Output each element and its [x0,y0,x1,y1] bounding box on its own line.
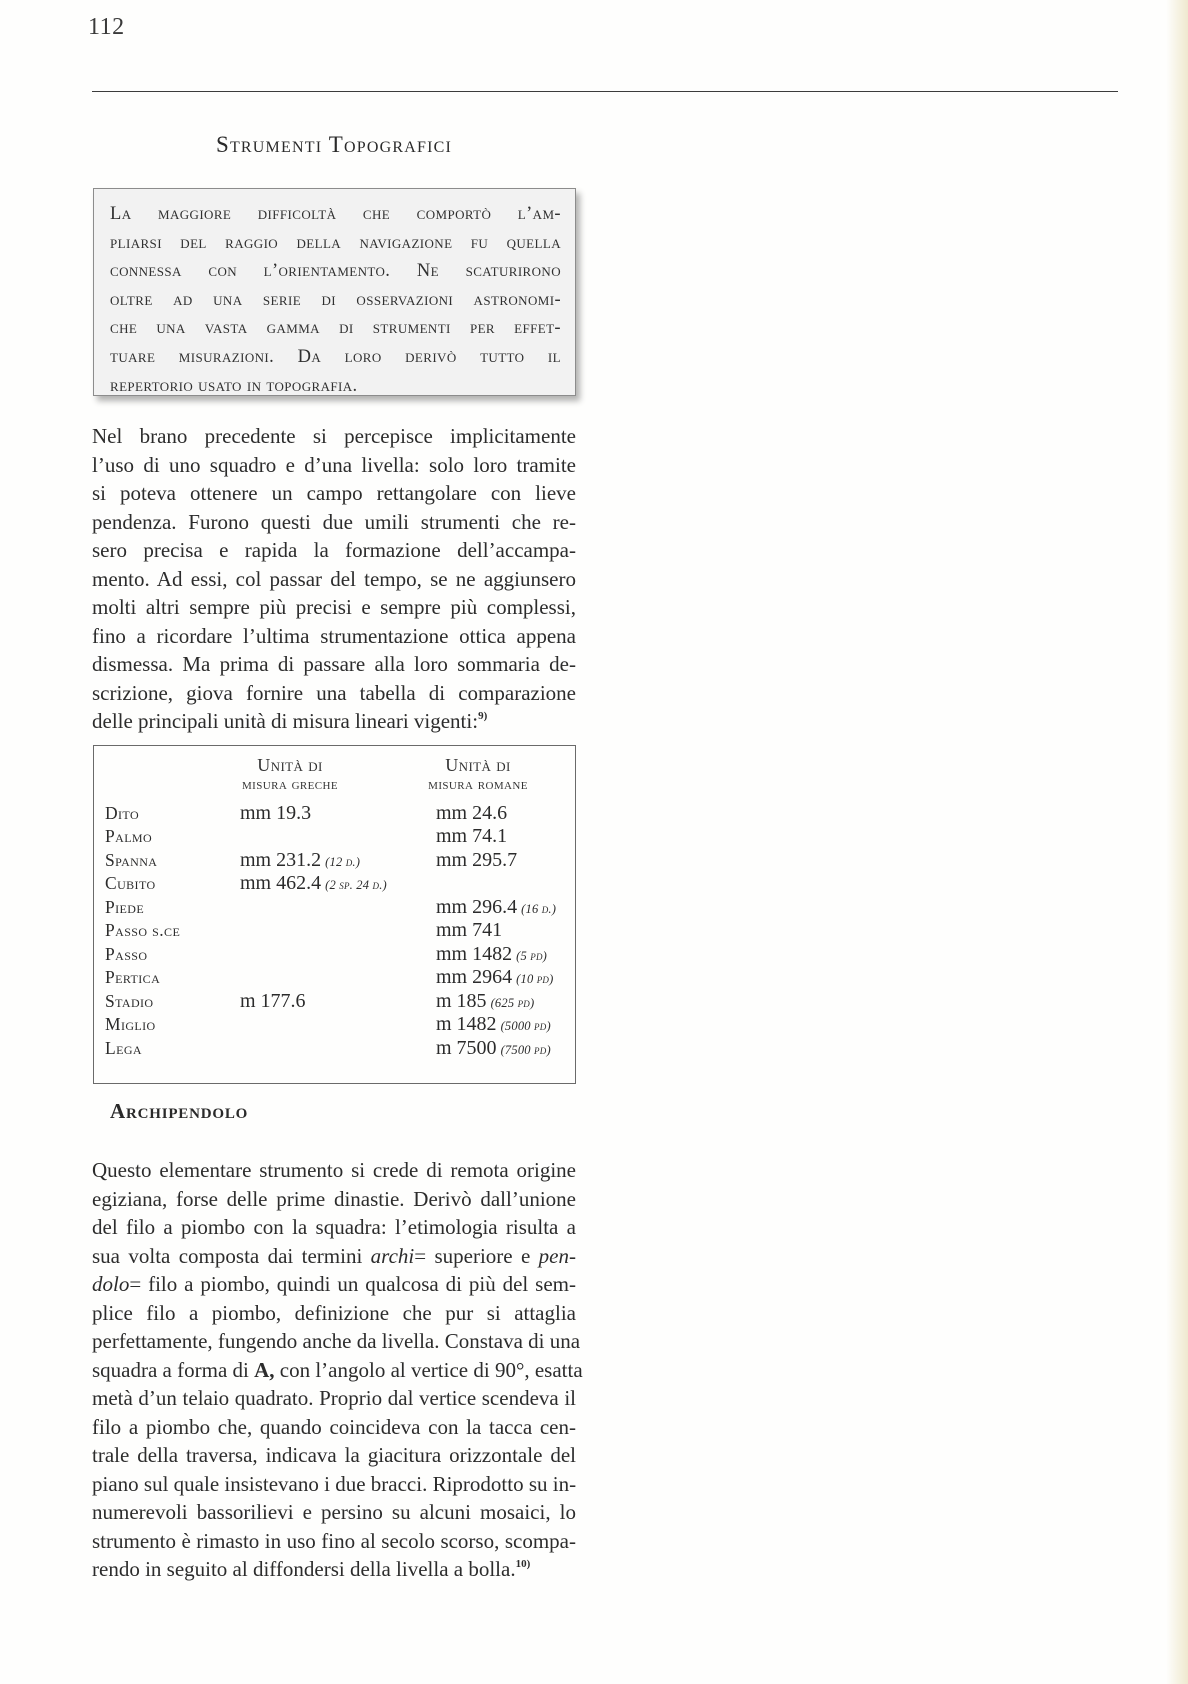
paragraph-line [92,707,576,736]
text-run: pendenza. Furono questi due umili strumenti che re- [92,509,576,534]
paragraph-line [92,536,576,565]
paragraph-line [92,1270,576,1299]
archipendolo-paragraph [92,1156,583,1584]
greek-measure: mm 462.4 [240,872,322,894]
bold-letter: A, [254,1357,275,1382]
text-run: mento. Ad essi, col passar del tempo, se ne aggiunsero [92,566,576,591]
table-row [94,824,576,848]
footnote-marker: 9) [478,710,488,722]
paragraph-line [92,479,576,508]
roman-measure: m 1482 [436,1013,497,1035]
unit-name: Passo s.ce [105,920,181,940]
text-run: perfettamente, fungendo anche da livella. Constava di una [92,1329,581,1353]
text-run: dismessa. Ma prima di passare alla loro sommaria de- [92,652,576,676]
abstract-line: tuare misurazioni. Da loro derivò tutto il [110,346,561,367]
roman-value [436,1036,551,1062]
paragraph-line [92,451,576,480]
text-run: l’uso di uno squadro e d’una livella: solo loro tramite [92,452,576,477]
roman-header-line: misura romane [428,776,528,793]
table-row [94,989,576,1013]
roman-value [436,801,507,825]
footnote-marker: 10) [515,1558,531,1570]
text-run: delle principali unità di misura lineari vigenti: [92,709,479,733]
roman-measure: mm 2964 [436,966,513,988]
paragraph-line [92,1527,576,1556]
italic-term: dolo [92,1272,130,1296]
table-row [94,895,576,919]
roman-value [436,965,553,991]
section-title: Strumenti Topografici [215,132,453,157]
text-run: piano sul quale insistevano i due bracci. Riprodotto su in- [92,1471,577,1496]
paragraph-line [92,1299,576,1328]
paragraph-line [92,1470,576,1499]
paragraph-line [92,1185,576,1214]
table-row [94,848,576,872]
text-run: con l’angolo al vertice di 90°, esatta [274,1357,583,1382]
text-run: filo a piombo che, quando coincideva con la tacca cen- [92,1414,576,1439]
text-run: scrizione, giova fornire una tabella di comparazione [92,680,576,705]
roman-measure: mm 296.4 [436,896,518,918]
table-row [94,942,576,966]
unit-name: Piede [105,897,145,917]
intro-paragraph [92,422,576,736]
text-run: Nel brano precedente si percepisce implicitamente [92,424,576,448]
roman-value [436,1012,551,1038]
paragraph-line [92,1213,576,1242]
table-row [94,801,576,825]
paragraph-line [92,1498,576,1527]
table-row [94,965,576,989]
roman-measure: mm 741 [436,919,503,941]
paragraph-line [92,1555,576,1584]
subsection-title: Archipendolo [110,1099,249,1123]
greek-value [240,871,387,897]
abstract-line: connessa con l’orientamento. Ne scaturirono [110,261,561,282]
text-run: del filo a piombo con la squadra: l’etimologia risulta a [92,1215,576,1239]
text-run: sero precisa e rapida la formazione dell’accampa- [92,538,576,562]
roman-note: (5000 pd) [500,1019,551,1033]
roman-note: (10 pd) [516,972,554,986]
unit-name: Palmo [105,826,153,846]
roman-note: (16 d.) [521,902,557,916]
paragraph-line [92,1242,576,1271]
text-run: molti altri sempre più precisi e sempre più complessi, [92,595,576,619]
text-run: strumento è rimasto in uso fino al secolo scorso, scompa- [92,1528,576,1553]
roman-note: (5 pd) [516,949,548,963]
text-run: = superiore e [414,1243,539,1268]
abstract-line: repertorio usato in topografia. [110,375,358,396]
text-run: plice filo a piombo, definizione che pur si attaglia [92,1300,576,1325]
text-run: squadra a forma di [92,1357,255,1382]
page-number: 112 [88,14,125,40]
greek-value [240,801,311,825]
greek-header-line: misura greche [242,776,338,793]
italic-term: pen- [538,1243,576,1268]
roman-measure: m 7500 [436,1037,497,1059]
roman-measure: m 185 [436,990,487,1012]
paragraph-line [92,679,576,708]
table-row [94,871,576,895]
roman-value [436,824,507,848]
text-run: fino a ricordare l’ultima strumentazione ottica appena [92,623,576,648]
roman-note: (625 pd) [490,996,535,1010]
greek-units-header [200,756,380,794]
table-row [94,1036,576,1060]
italic-term: archi [370,1243,415,1268]
roman-note: (7500 pd) [500,1043,551,1057]
paragraph-line [92,622,576,651]
abstract-line: oltre ad una serie di osservazioni astronomi- [110,289,561,310]
roman-measure: mm 1482 [436,943,513,965]
text-run: Questo elementare strumento si crede di remota origine [92,1158,576,1182]
units-comparison-table [93,745,576,1084]
text-run: egiziana, forse delle prime dinastie. Derivò dall’unione [92,1186,576,1211]
unit-name: Miglio [105,1014,156,1034]
unit-name: Pertica [105,967,161,987]
roman-value [436,918,502,942]
paragraph-line [92,1413,576,1442]
page-edge-shadow [1166,0,1188,1684]
table-row [94,918,576,942]
paragraph-line [92,422,576,451]
unit-name: Cubito [105,873,156,893]
header-rule [92,91,1118,92]
greek-measure: m 177.6 [240,990,306,1012]
paragraph-line [92,1356,583,1385]
roman-measure: mm 74.1 [436,825,508,847]
roman-value [436,848,517,872]
text-run: numerevoli bassorilievi e persino su alcuni mosaici, lo [92,1500,576,1524]
greek-measure: mm 231.2 [240,849,322,871]
unit-name: Passo [105,944,148,964]
roman-units-header [388,756,568,794]
text-run: = filo a piombo, quindi un qualcosa di più del sem- [129,1272,576,1296]
roman-measure: mm 24.6 [436,802,508,824]
paragraph-line [92,1441,576,1470]
text-run: metà d’un telaio quadrato. Proprio dal vertice scendeva il [92,1386,576,1410]
abstract-line: La maggiore difficoltà che comportò l’am- [110,204,561,224]
paragraph-line [92,1156,576,1185]
paragraph-line [92,1327,581,1356]
text-run: sua volta composta dai termini [92,1243,371,1268]
abstract-line: che una vasta gamma di strumenti per effet- [110,318,561,339]
greek-note: (2 sp. 24 d.) [325,878,387,892]
paragraph-line [92,593,576,622]
text-run: rendo in seguito al diffondersi della livella a bolla. [92,1557,516,1581]
unit-name: Dito [105,803,140,823]
paragraph-line [92,508,576,537]
greek-header-line: Unità di [257,755,323,775]
unit-name: Spanna [105,850,158,870]
greek-measure: mm 19.3 [240,802,312,824]
unit-name: Lega [105,1038,142,1058]
abstract-line: pliarsi del raggio della navigazione fu quella [110,232,561,253]
paragraph-line [92,565,576,594]
table-row [94,1012,576,1036]
greek-note: (12 d.) [325,855,361,869]
roman-measure: mm 295.7 [436,849,518,871]
paragraph-line [92,650,576,679]
text-run: si poteva ottenere un campo rettangolare con lieve [92,481,576,505]
abstract-box [93,188,576,396]
greek-value [240,989,306,1013]
roman-header-line: Unità di [445,755,511,775]
text-run: trale della traversa, indicava la giacitura orizzontale del [92,1443,576,1467]
unit-name: Stadio [105,991,154,1011]
paragraph-line [92,1384,576,1413]
